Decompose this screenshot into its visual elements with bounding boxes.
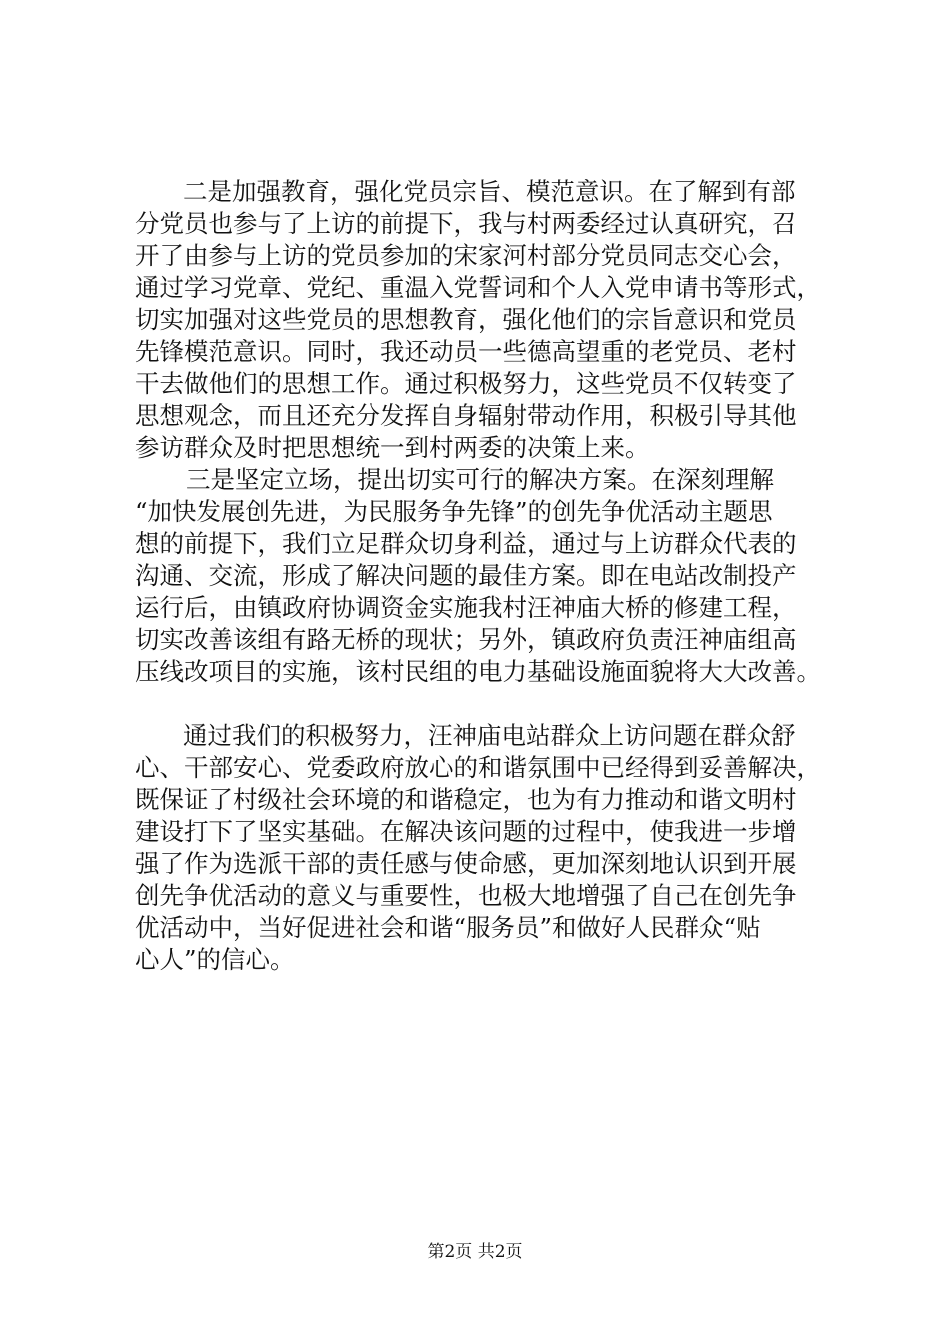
paragraph-3-line-7: 优活动中，当好促进社会和谐“服务员”和做好人民群众“贴 [135, 913, 761, 942]
paragraph-2-line-6: 切实改善该组有路无桥的现状；另外，镇政府负责汪神庙组高 [135, 625, 797, 654]
paragraph-3-line-1: 通过我们的积极努力，汪神庙电站群众上访问题在群众舒 [183, 721, 796, 750]
paragraph-1-line-2: 分党员也参与了上访的前提下，我与村两委经过认真研究，召 [135, 209, 797, 238]
paragraph-2-line-4: 沟通、交流，形成了解决问题的最佳方案。即在电站改制投产 [135, 561, 797, 590]
paragraph-1-line-3: 开了由参与上访的党员参加的宋家河村部分党员同志交心会， [135, 241, 797, 270]
paragraph-3-line-5: 强了作为选派干部的责任感与使命感，更加深刻地认识到开展 [135, 849, 797, 878]
paragraph-3-line-8: 心人”的信心。 [135, 945, 295, 974]
paragraph-1-line-6: 先锋模范意识。同时，我还动员一些德高望重的老党员、老村 [135, 337, 797, 366]
paragraph-2-line-1: 三是坚定立场，提出切实可行的解决方案。在深刻理解 [186, 465, 774, 494]
page-number-footer: 第2页 共2页 [427, 1242, 523, 1262]
paragraph-2-line-7: 压线改项目的实施，该村民组的电力基础设施面貌将大大改善。 [135, 657, 821, 686]
paragraph-1-line-9: 参访群众及时把思想统一到村两委的决策上来。 [135, 433, 650, 462]
paragraph-3-line-4: 建设打下了坚实基础。在解决该问题的过程中，使我进一步增 [135, 817, 797, 846]
paragraph-3-line-3: 既保证了村级社会环境的和谐稳定，也为有力推动和谐文明村 [135, 785, 797, 814]
paragraph-1-line-7: 干去做他们的思想工作。通过积极努力，这些党员不仅转变了 [135, 369, 797, 398]
paragraph-2-line-3: 想的前提下，我们立足群众切身利益，通过与上访群众代表的 [135, 529, 797, 558]
paragraph-1-line-8: 思想观念，而且还充分发挥自身辐射带动作用，积极引导其他 [135, 401, 797, 430]
paragraph-1-line-5: 切实加强对这些党员的思想教育，强化他们的宗旨意识和党员 [135, 305, 797, 334]
paragraph-1-line-4: 通过学习党章、党纪、重温入党誓词和个人入党申请书等形式， [135, 273, 821, 302]
paragraph-3-line-2: 心、干部安心、党委政府放心的和谐氛围中已经得到妥善解决， [135, 753, 821, 782]
paragraph-2-line-2: “加快发展创先进，为民服务争先锋”的创先争优活动主题思 [135, 497, 773, 526]
paragraph-1-line-1: 二是加强教育，强化党员宗旨、模范意识。在了解到有部 [183, 177, 796, 206]
paragraph-3-line-6: 创先争优活动的意义与重要性，也极大地增强了自己在创先争 [135, 881, 797, 910]
paragraph-2-line-5: 运行后，由镇政府协调资金实施我村汪神庙大桥的修建工程， [135, 593, 797, 622]
